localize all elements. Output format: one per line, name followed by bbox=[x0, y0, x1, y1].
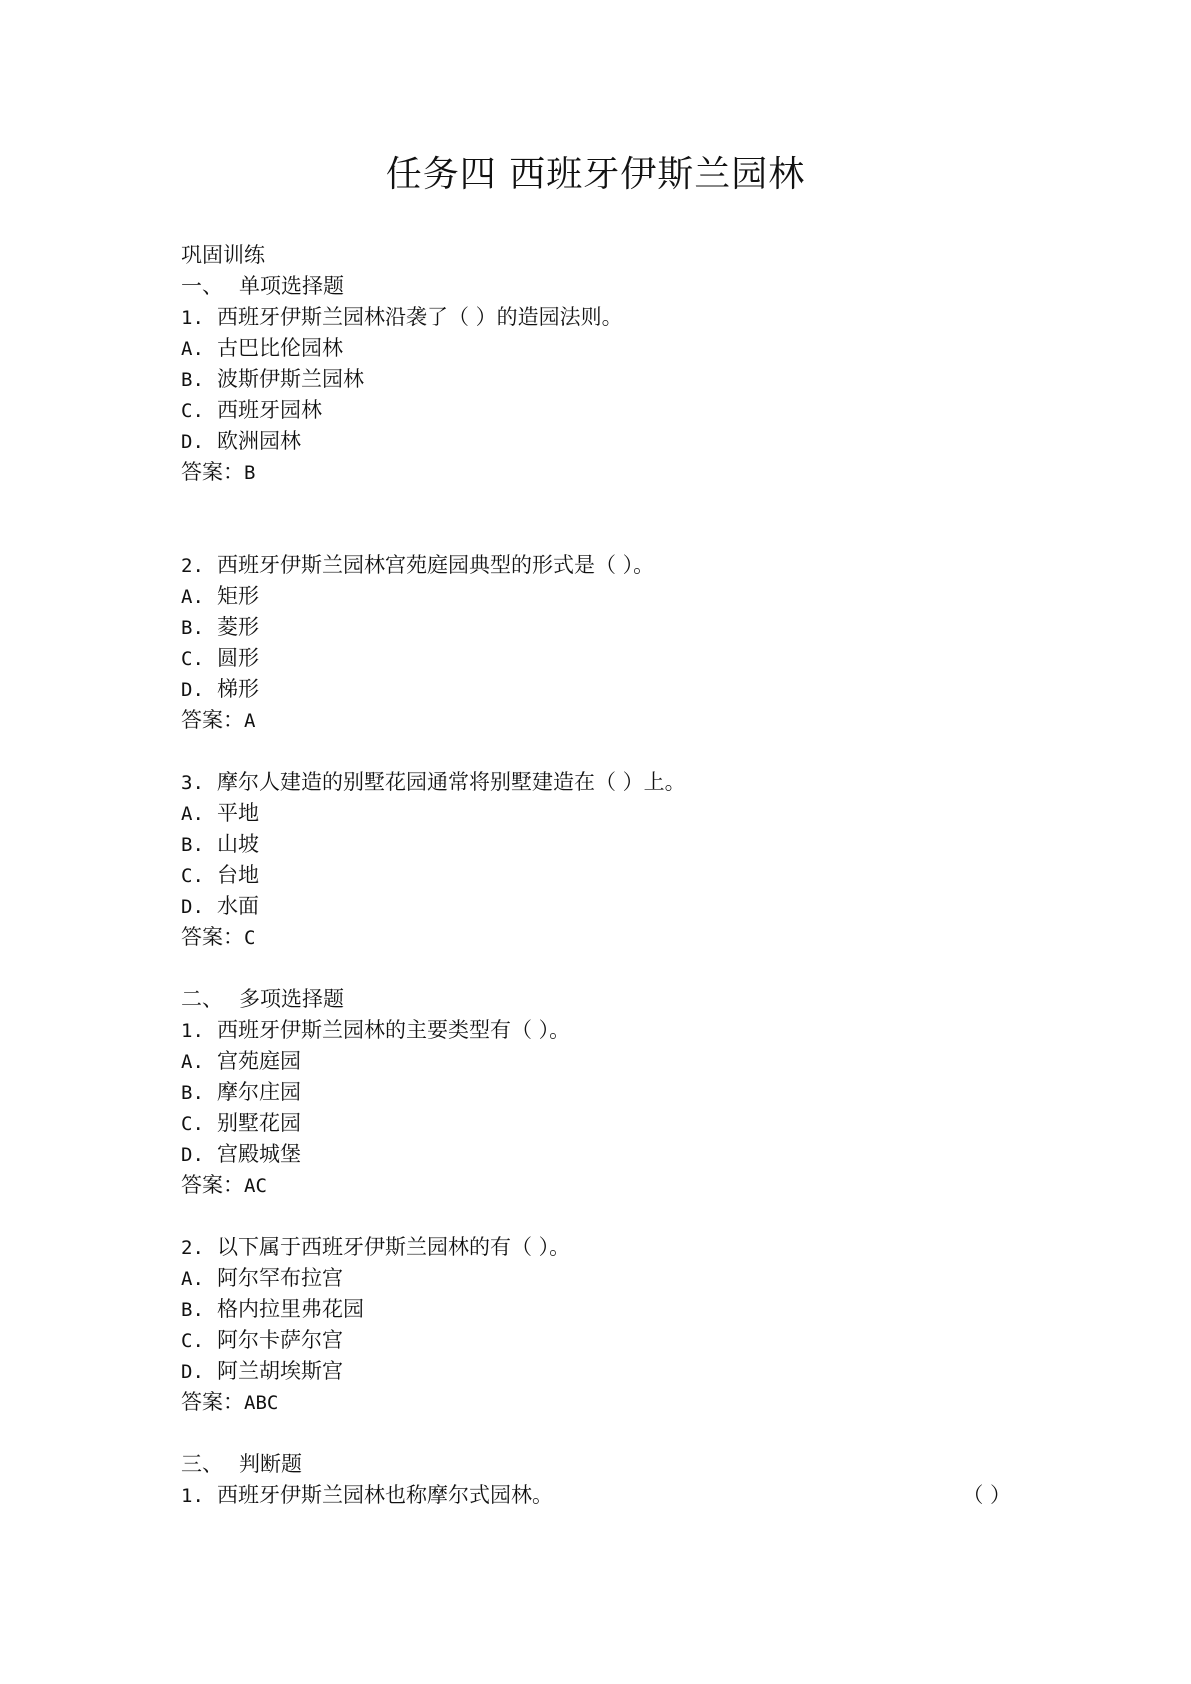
option-item bbox=[181, 1108, 1011, 1139]
option-text: 阿尔罕布拉宫 bbox=[217, 1266, 343, 1290]
section-title: 单项选择题 bbox=[239, 274, 344, 298]
option-text: 台地 bbox=[217, 863, 259, 887]
answer-line bbox=[181, 457, 1011, 488]
option-text: 宫苑庭园 bbox=[217, 1049, 301, 1073]
option-text: 矩形 bbox=[217, 584, 259, 608]
question-text bbox=[181, 1015, 1011, 1046]
answer-value: AC bbox=[244, 1175, 267, 1197]
option-label: D. bbox=[181, 679, 204, 701]
section-number: 一、 bbox=[181, 274, 223, 298]
option-label: B. bbox=[181, 1299, 204, 1321]
subtitle: 巩固训练 bbox=[181, 243, 265, 267]
question-stem: 西班牙伊斯兰园林宫苑庭园典型的形式是（ ）。 bbox=[217, 553, 655, 577]
option-item bbox=[181, 860, 1011, 891]
option-text: 梯形 bbox=[217, 677, 259, 701]
option-text: 平地 bbox=[217, 801, 259, 825]
option-text: 别墅花园 bbox=[217, 1111, 301, 1135]
answer-label: 答案： bbox=[181, 1173, 244, 1197]
option-text: 欧洲园林 bbox=[217, 429, 301, 453]
spacer bbox=[181, 1418, 1011, 1449]
document-body bbox=[181, 240, 1011, 1511]
answer-line bbox=[181, 1170, 1011, 1201]
question-number: 1. bbox=[181, 1485, 204, 1507]
answer-value: ABC bbox=[244, 1392, 279, 1414]
option-label: D. bbox=[181, 896, 204, 918]
option-item bbox=[181, 364, 1011, 395]
option-item bbox=[181, 674, 1011, 705]
option-item bbox=[181, 612, 1011, 643]
answer-label: 答案： bbox=[181, 460, 244, 484]
option-label: D. bbox=[181, 1144, 204, 1166]
option-text: 古巴比伦园林 bbox=[217, 336, 343, 360]
option-text: 山坡 bbox=[217, 832, 259, 856]
option-item bbox=[181, 1356, 1011, 1387]
option-item bbox=[181, 643, 1011, 674]
option-label: B. bbox=[181, 1082, 204, 1104]
question-stem: 西班牙伊斯兰园林沿袭了（ ）的造园法则。 bbox=[217, 305, 623, 329]
section-title: 判断题 bbox=[239, 1452, 302, 1476]
option-text: 阿兰胡埃斯宫 bbox=[217, 1359, 343, 1383]
answer-label: 答案： bbox=[181, 708, 244, 732]
spacer bbox=[181, 1201, 1011, 1232]
option-text: 菱形 bbox=[217, 615, 259, 639]
option-label: C. bbox=[181, 400, 204, 422]
option-label: A. bbox=[181, 1051, 204, 1073]
answer-value: C bbox=[244, 927, 256, 949]
option-item bbox=[181, 1139, 1011, 1170]
answer-label: 答案： bbox=[181, 925, 244, 949]
section-heading bbox=[181, 984, 1011, 1015]
option-text: 摩尔庄园 bbox=[217, 1080, 301, 1104]
option-label: D. bbox=[181, 431, 204, 453]
option-label: A. bbox=[181, 586, 204, 608]
answer-line bbox=[181, 1387, 1011, 1418]
question-number: 2. bbox=[181, 1237, 204, 1259]
spacer bbox=[181, 736, 1011, 767]
option-item bbox=[181, 798, 1011, 829]
section-heading bbox=[181, 271, 1011, 302]
question-number: 2. bbox=[181, 555, 204, 577]
spacer bbox=[181, 488, 1011, 550]
option-text: 水面 bbox=[217, 894, 259, 918]
option-label: B. bbox=[181, 617, 204, 639]
option-item bbox=[181, 891, 1011, 922]
question-text bbox=[181, 550, 1011, 581]
option-label: C. bbox=[181, 865, 204, 887]
answer-blank: （ ） bbox=[962, 1483, 1011, 1507]
answer-line bbox=[181, 922, 1011, 953]
spacer bbox=[181, 953, 1011, 984]
option-item bbox=[181, 1325, 1011, 1356]
answer-value: A bbox=[244, 710, 256, 732]
option-label: A. bbox=[181, 803, 204, 825]
answer-value: B bbox=[244, 462, 256, 484]
option-item bbox=[181, 395, 1011, 426]
option-text: 阿尔卡萨尔宫 bbox=[217, 1328, 343, 1352]
question-text bbox=[181, 767, 1011, 798]
question-stem: 以下属于西班牙伊斯兰园林的有（ ）。 bbox=[217, 1235, 571, 1259]
option-item bbox=[181, 1077, 1011, 1108]
question-text bbox=[181, 1480, 1011, 1511]
section-number: 三、 bbox=[181, 1452, 223, 1476]
option-label: B. bbox=[181, 369, 204, 391]
question-text bbox=[181, 1232, 1011, 1263]
option-label: C. bbox=[181, 648, 204, 670]
page-title: 任务四 西班牙伊斯兰园林 bbox=[385, 154, 806, 195]
option-label: A. bbox=[181, 1268, 204, 1290]
option-item bbox=[181, 1294, 1011, 1325]
question-stem: 摩尔人建造的别墅花园通常将别墅建造在（ ）上。 bbox=[217, 770, 686, 794]
section-number: 二、 bbox=[181, 987, 223, 1011]
option-text: 格内拉里弗花园 bbox=[217, 1297, 364, 1321]
section-heading bbox=[181, 1449, 1011, 1480]
question-number: 3. bbox=[181, 772, 204, 794]
option-item bbox=[181, 1263, 1011, 1294]
option-text: 圆形 bbox=[217, 646, 259, 670]
section-title: 多项选择题 bbox=[239, 987, 344, 1011]
option-item bbox=[181, 333, 1011, 364]
question-stem: 西班牙伊斯兰园林也称摩尔式园林。 bbox=[217, 1483, 553, 1507]
option-label: D. bbox=[181, 1361, 204, 1383]
question-number: 1. bbox=[181, 307, 204, 329]
option-label: B. bbox=[181, 834, 204, 856]
option-item bbox=[181, 426, 1011, 457]
option-item bbox=[181, 1046, 1011, 1077]
option-label: C. bbox=[181, 1113, 204, 1135]
option-label: A. bbox=[181, 338, 204, 360]
option-text: 西班牙园林 bbox=[217, 398, 322, 422]
question-text bbox=[181, 302, 1011, 333]
option-label: C. bbox=[181, 1330, 204, 1352]
answer-line bbox=[181, 705, 1011, 736]
answer-label: 答案： bbox=[181, 1390, 244, 1414]
option-text: 宫殿城堡 bbox=[217, 1142, 301, 1166]
option-item bbox=[181, 581, 1011, 612]
question-stem: 西班牙伊斯兰园林的主要类型有（ ）。 bbox=[217, 1018, 571, 1042]
question-number: 1. bbox=[181, 1020, 204, 1042]
option-item bbox=[181, 829, 1011, 860]
option-text: 波斯伊斯兰园林 bbox=[217, 367, 364, 391]
